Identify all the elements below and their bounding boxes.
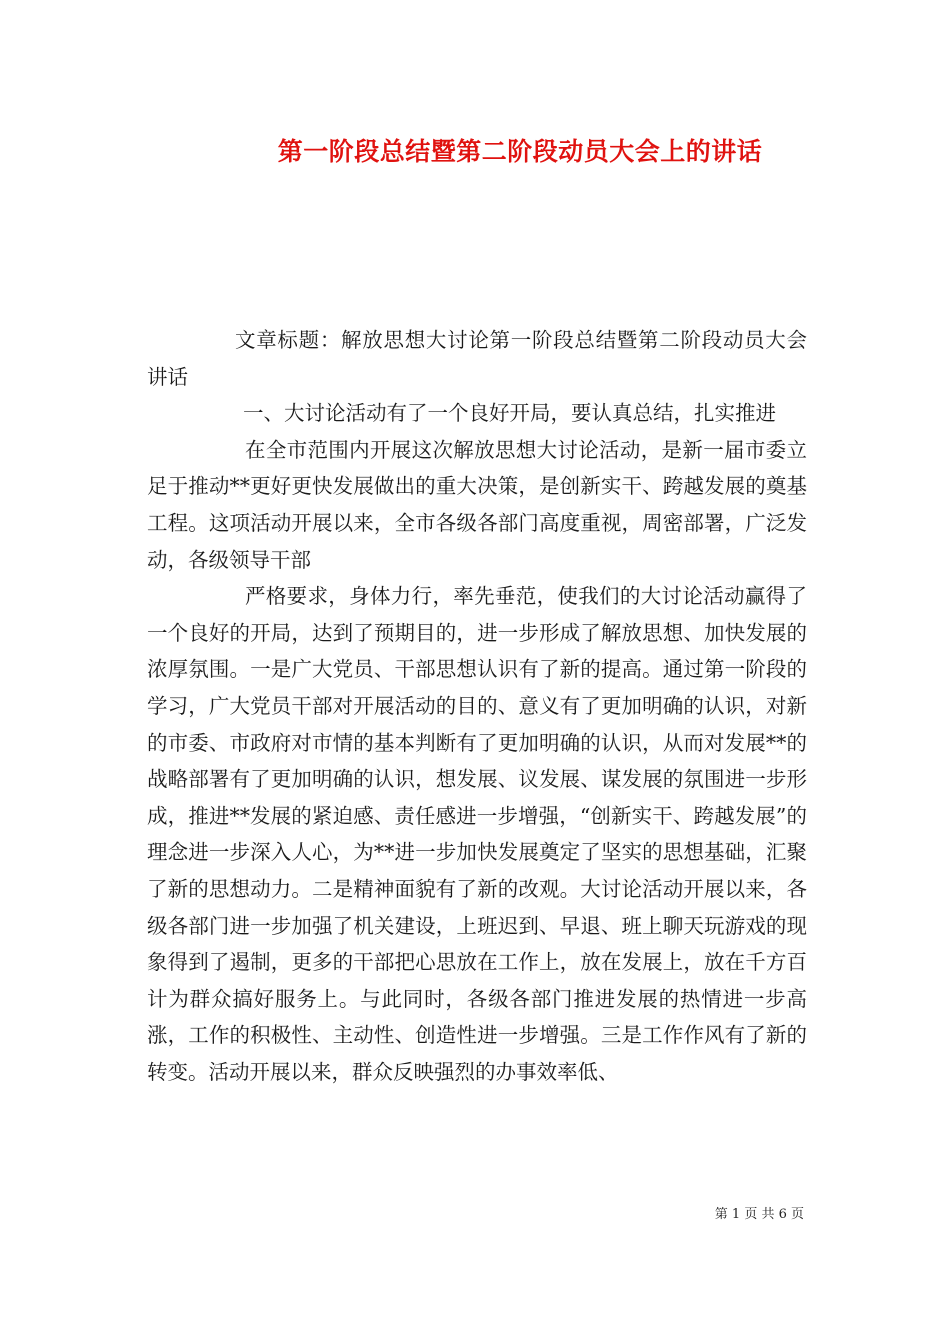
page-title: 第一阶段总结暨第二阶段动员大会上的讲话: [277, 137, 763, 166]
subject-line: 文章标题：解放思想大讨论第一阶段总结暨第二阶段动员大会讲话: [147, 328, 807, 389]
document-body: [147, 322, 807, 1090]
paragraph: 在全市范围内开展这次解放思想大讨论活动，是新一届市委立足于推动**更好更快发展做出的重大决策，是创新实干、跨越发展的奠基工程。这项活动开展以来，全市各级各部门高度重视，周密部署，广泛发动，各级领导干部: [147, 437, 807, 572]
page-number: 第 1 页 共 6 页: [714, 1207, 804, 1222]
paragraph: 严格要求，身体力行，率先垂范，使我们的大讨论活动赢得了一个良好的开局，达到了预期目的，进一步形成了解放思想、加快发展的浓厚氛围。一是广大党员、干部思想认识有了新的提高。通过第一阶段的学习，广大党员干部对开展活动的目的、意义有了更加明确的认识，对新的市委、市政府对市情的基本判断有了更加明确的认识，从而对发展**的战略部署有了更加明确的认识，想发展、议发展、谋发展的氛围进一步形成，推进**发展的紧迫感、责任感进一步增强，“创新实干、跨越发展”的理念进一步深入人心，为**进一步加快发展奠定了坚实的思想基础，汇聚了新的思想动力。二是精神面貌有了新的改观。大讨论活动开展以来，各级各部门进一步加强了机关建设，上班迟到、早退、班上聊天玩游戏的现象得到了遏制，更多的干部把心思放在工作上，放在发展上，放在千方百计为群众搞好服务上。与此同时，各级各部门推进发展的热情进一步高涨，工作的积极性、主动性、创造性进一步增强。三是工作作风有了新的转变。活动开展以来，群众反映强烈的办事效率低、: [147, 584, 807, 1084]
section-heading: 一、大讨论活动有了一个良好开局，要认真总结，扎实推进: [243, 401, 776, 426]
